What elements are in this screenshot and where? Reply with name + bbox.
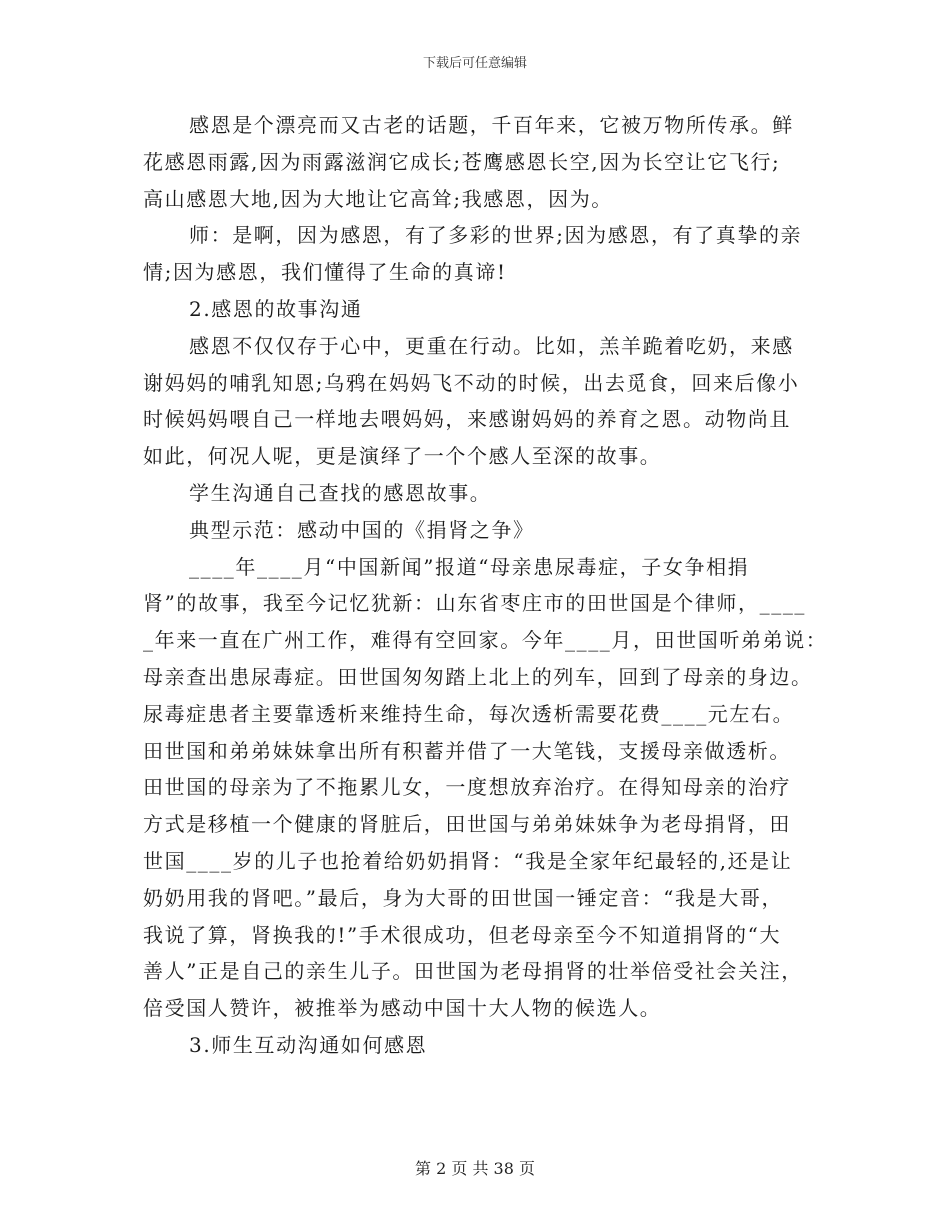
paragraph-line: 世国____岁的儿子也抢着给奶奶捐肾：“我是全家年纪最轻的,还是让 bbox=[143, 848, 793, 873]
paragraph-line: 师：是啊，因为感恩，有了多彩的世界;因为感恩，有了真挚的亲 bbox=[189, 223, 803, 248]
paragraph-line: 母亲查出患尿毒症。田世国匆匆踏上北上的列车，回到了母亲的身边。 bbox=[143, 664, 813, 689]
paragraph-line: 谢妈妈的哺乳知恩;乌鸦在妈妈飞不动的时候，出去觅食，回来后像小 bbox=[143, 370, 800, 395]
paragraph-line: 学生沟通自己查找的感恩故事。 bbox=[189, 480, 492, 505]
section-heading: 2.感恩的故事沟通 bbox=[189, 296, 363, 321]
section-heading: 3.师生互动沟通如何感恩 bbox=[189, 1032, 428, 1057]
paragraph-line: 感恩不仅仅存于心中，更重在行动。比如，羔羊跪着吃奶，来感 bbox=[189, 333, 794, 358]
paragraph-line: 典型示范：感动中国的《捐肾之争》 bbox=[189, 517, 535, 542]
paragraph-line: 倍受国人赞许，被推举为感动中国十大人物的候选人。 bbox=[143, 996, 662, 1021]
paragraph-line: 尿毒症患者主要靠透析来维持生命，每次透析需要花费____元左右。 bbox=[143, 701, 795, 726]
paragraph-line: 田世国和弟弟妹妹拿出所有积蓄并借了一大笔钱，支援母亲做透析。 bbox=[143, 738, 791, 763]
paragraph-line: 方式是移植一个健康的肾脏后，田世国与弟弟妹妹争为老母捐肾，田 bbox=[143, 812, 791, 837]
paragraph-line: 肾”的故事，我至今记忆犹新：山东省枣庄市的田世国是个律师，____ bbox=[143, 591, 807, 616]
paragraph-line: ____年____月“中国新闻”报道“母亲患尿毒症，子女争相捐 bbox=[189, 554, 750, 579]
page-header: 下载后可任意编辑 bbox=[422, 56, 527, 71]
document-body bbox=[143, 107, 828, 1064]
paragraph-line: 感恩是个漂亮而又古老的话题，千百年来，它被万物所传承。鲜 bbox=[189, 113, 794, 137]
paragraph-line: 善人”正是自己的亲生儿子。田世国为老母捐肾的壮举倍受社会关注， bbox=[143, 959, 803, 984]
page-number-footer: 第 2 页 共 38 页 bbox=[415, 1159, 535, 1178]
paragraph-line: 奶奶用我的肾吧。”最后，身为大哥的田世国一锤定音：“我是大哥， bbox=[143, 885, 784, 910]
paragraph-line: 情;因为感恩，我们懂得了生命的真谛! bbox=[143, 260, 507, 285]
paragraph-line: 如此，何况人呢，更是演绎了一个个感人至深的故事。 bbox=[143, 444, 662, 469]
paragraph-line: 高山感恩大地,因为大地让它高耸;我感恩，因为。 bbox=[143, 186, 613, 211]
paragraph-line: _年来一直在广州工作，难得有空回家。今年____月，田世国听弟弟说： bbox=[143, 628, 828, 653]
paragraph-line: 我说了算，肾换我的!”手术很成功，但老母亲至今不知道捐肾的“大 bbox=[143, 922, 782, 947]
paragraph-line: 花感恩雨露,因为雨露滋润它成长;苍鹰感恩长空,因为长空让它飞行; bbox=[143, 149, 781, 174]
paragraph-line: 时候妈妈喂自己一样地去喂妈妈，来感谢妈妈的养育之恩。动物尚且 bbox=[143, 407, 791, 432]
paragraph-line: 田世国的母亲为了不拖累儿女，一度想放弃治疗。在得知母亲的治疗 bbox=[143, 775, 791, 800]
